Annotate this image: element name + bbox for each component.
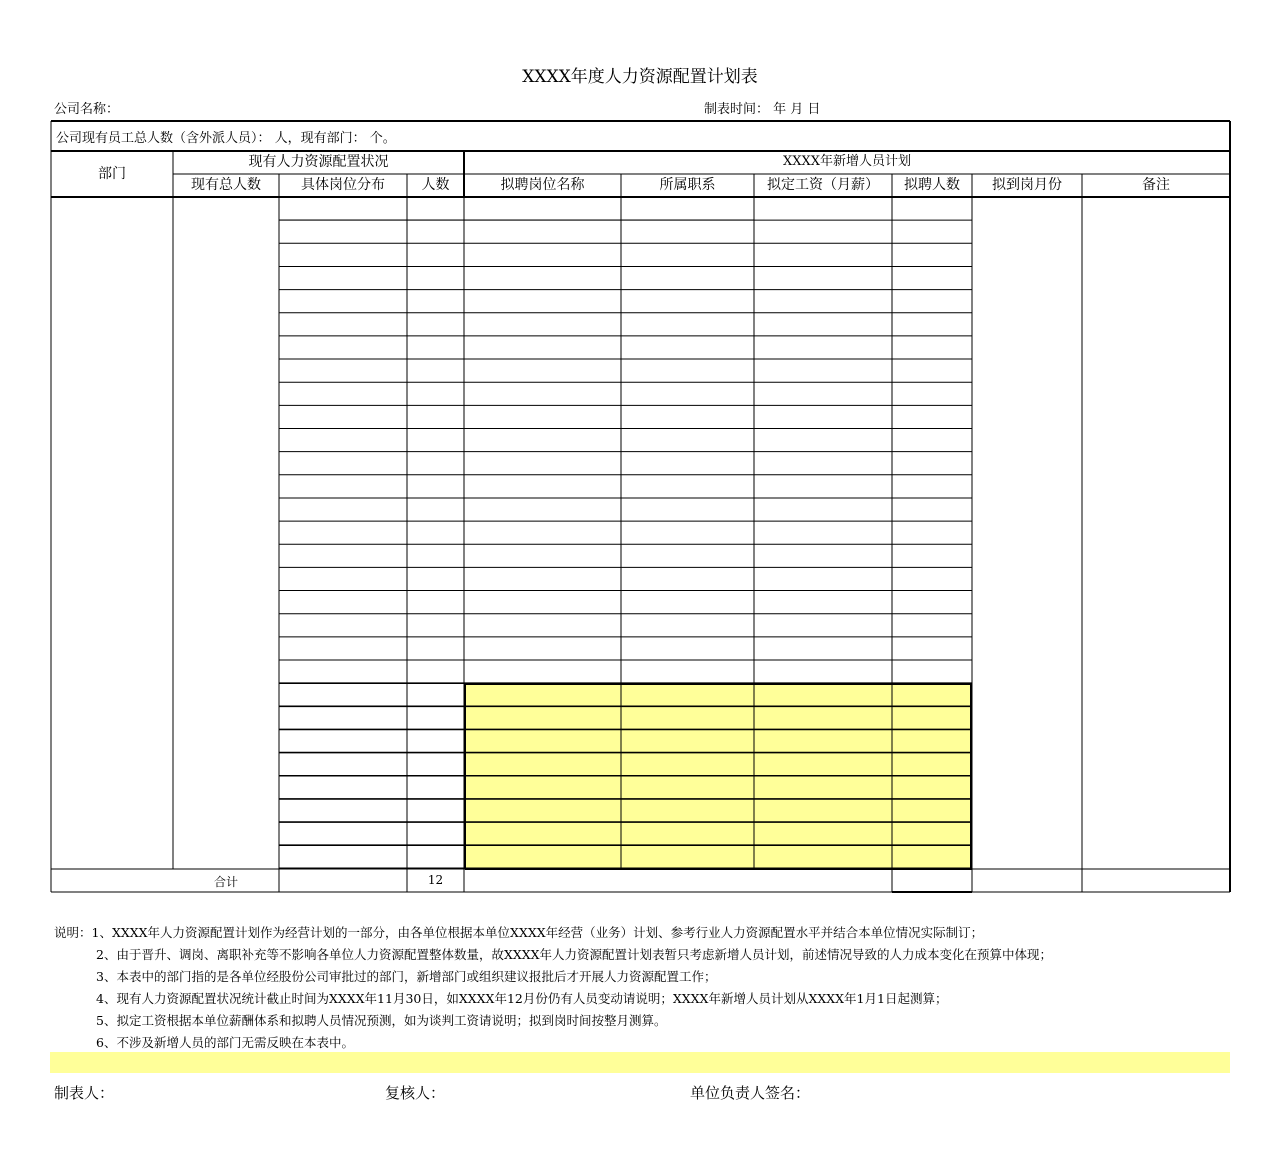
header-job-family: 所属职系 <box>659 177 716 193</box>
notes-block <box>54 922 1052 1054</box>
header-plan-group: XXXX年新增人员计划 <box>782 154 912 169</box>
header-current-group: 现有人力资源配置状况 <box>248 154 389 170</box>
header-start-month: 拟到岗月份 <box>992 177 1062 193</box>
header-dept: 部门 <box>98 166 126 182</box>
header-hire-count: 拟聘人数 <box>904 177 960 193</box>
note-5: 5、拟定工资根据本单位薪酬体系和拟聘人员情况预测，如为谈判工资请说明；拟到岗时间按整月测算。 <box>96 1013 667 1028</box>
staff-count-line: 公司现有员工总人数（含外派人员）： 人，现有部门： 个。 <box>56 131 396 146</box>
total-value: 12 <box>427 873 444 887</box>
header-salary: 拟定工资（月薪） <box>767 177 879 193</box>
header-post-distribution: 具体岗位分布 <box>301 177 385 193</box>
note-2: 2、由于晋升、调岗、离职补充等不影响各单位人力资源配置整体数量，故XXXX年人力资源配置计划表暂只考虑新增人员计划，前述情况导致的人力成本变化在预算中体现； <box>96 947 1053 962</box>
highlight-block <box>465 684 971 869</box>
reviewer-signature-label: 复核人： <box>385 1084 446 1102</box>
company-name-label: 公司名称： <box>54 102 120 117</box>
maker-signature-label: 制表人： <box>54 1084 115 1102</box>
note-3: 3、本表中的部门指的是各单位经股份公司审批过的部门，新增部门或组织建议报批后才开展人力资源配置工作； <box>96 969 717 984</box>
head-signature-label: 单位负责人签名： <box>690 1084 811 1102</box>
page-title: XXXX年度人力资源配置计划表 <box>522 67 758 87</box>
note-1: 说明：1、XXXX年人力资源配置计划作为经营计划的一部分，由各单位根据本单位XXXX年经营（业务）计划、参考行业人力资源配置水平并结合本单位情况实际制订； <box>54 925 984 940</box>
note-4: 4、现有人力资源配置状况统计截止时间为XXXX年11月30日，如XXXX年12月份仍有人员变动请说明；XXXX年新增人员计划从XXXX年1月1日起测算； <box>96 991 948 1006</box>
made-time-label: 制表时间： 年 月 日 <box>704 102 821 117</box>
header-current-total: 现有总人数 <box>191 177 261 193</box>
total-label: 合计 <box>213 875 238 889</box>
header-post-name: 拟聘岗位名称 <box>500 177 585 193</box>
highlight-band <box>50 1052 1230 1073</box>
header-headcount: 人数 <box>421 177 450 193</box>
note-6: 6、不涉及新增人员的部门无需反映在本表中。 <box>96 1035 354 1050</box>
header-remark: 备注 <box>1142 177 1170 193</box>
